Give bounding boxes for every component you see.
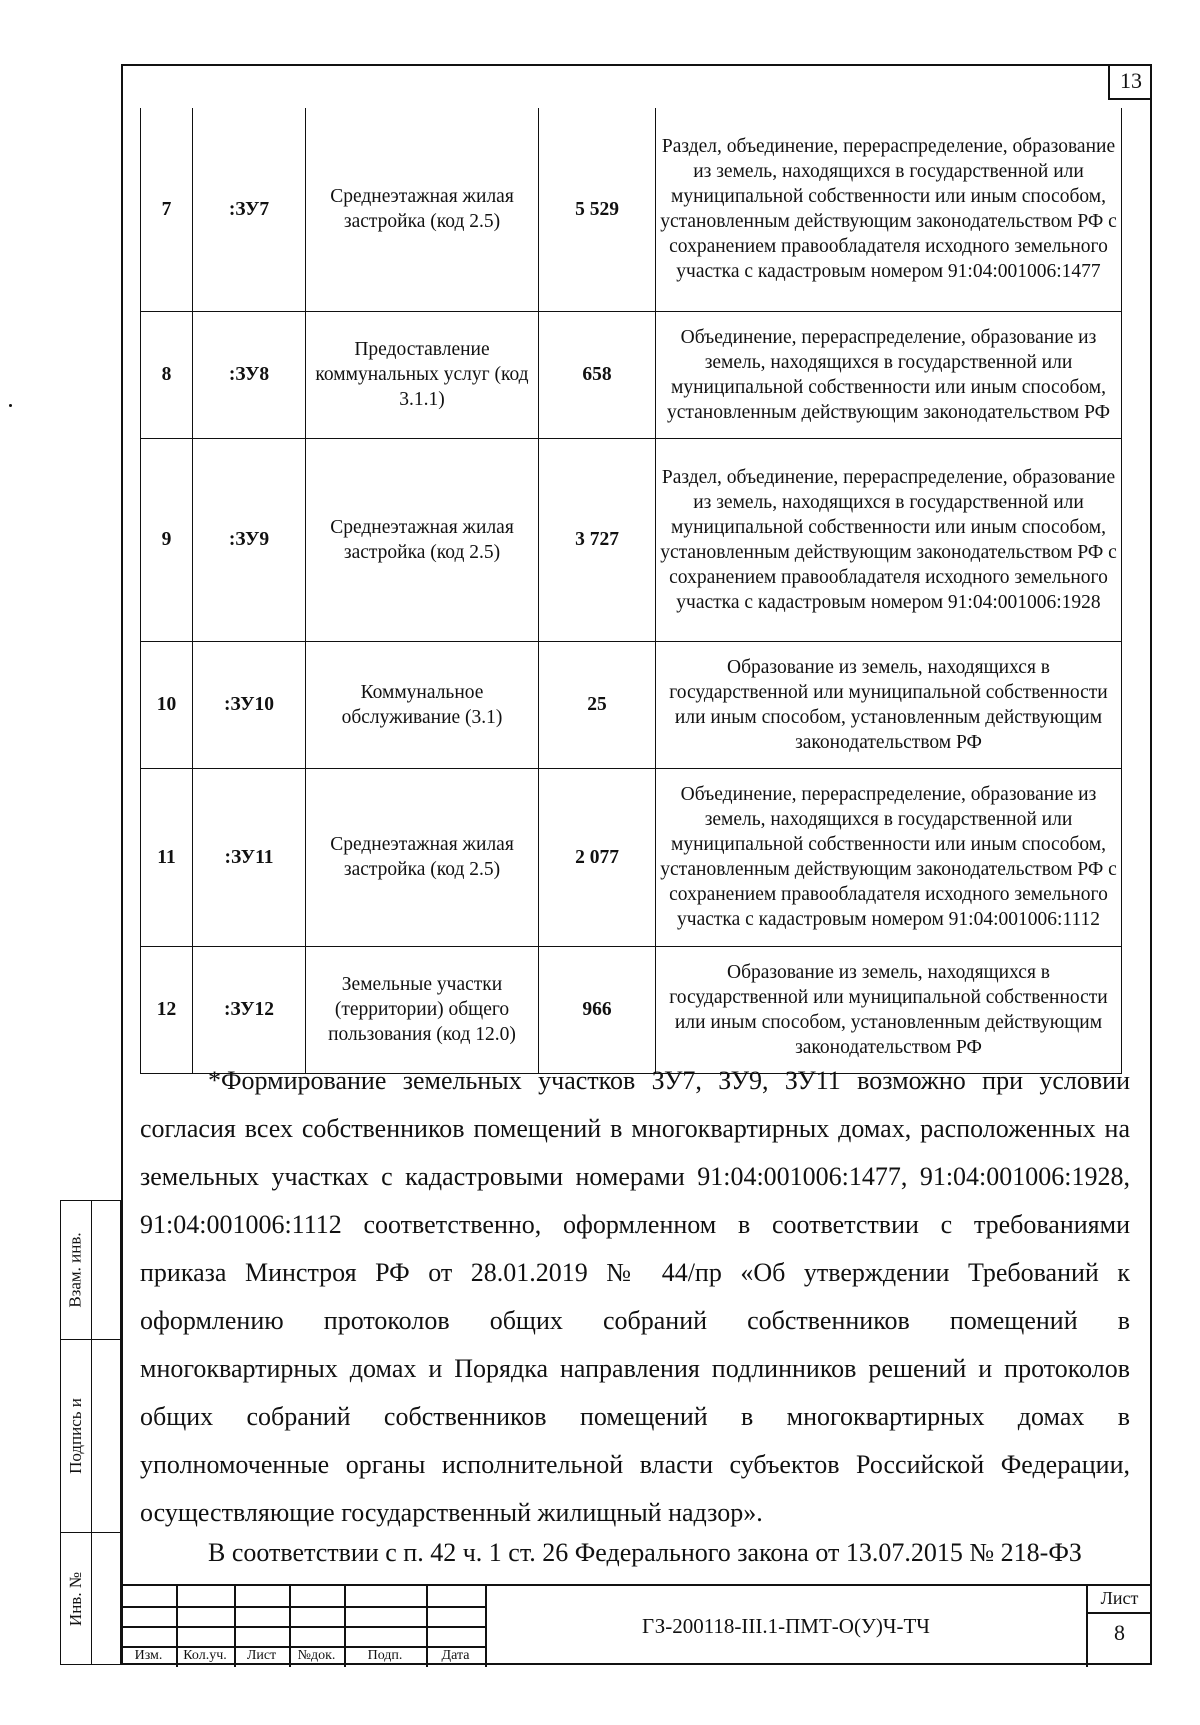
table-row [141, 108, 1122, 311]
parcel-code: :ЗУ8 [193, 311, 306, 438]
permitted-use: Среднеэтажная жилая застройка (код 2.5) [306, 108, 539, 311]
table-row [141, 438, 1122, 641]
permitted-use: Земельные участки (территории) общего пользования (код 12.0) [306, 946, 539, 1073]
side-label: Инв. № [66, 1571, 85, 1626]
side-field-inv [60, 1533, 121, 1665]
parcel-code: :ЗУ10 [193, 641, 306, 768]
sheet-number: 8 [1114, 1620, 1125, 1645]
parcel-code: :ЗУ7 [193, 108, 306, 311]
row-number: 7 [141, 108, 193, 311]
row-number: 10 [141, 641, 193, 768]
permitted-use: Среднеэтажная жилая застройка (код 2.5) [306, 438, 539, 641]
parcel-area: 966 [539, 946, 656, 1073]
stamp-col-label: №док. [297, 1648, 336, 1663]
permitted-use: Среднеэтажная жилая застройка (код 2.5) [306, 768, 539, 946]
parcel-code: :ЗУ9 [193, 438, 306, 641]
continuation-paragraph: В соответствии с п. 42 ч. 1 ст. 26 Федерального закона от 13.07.2015 № 218-ФЗ [208, 1538, 1082, 1567]
row-number: 9 [141, 438, 193, 641]
land-parcels-table [140, 108, 1122, 1074]
stamp-col-label: Лист [246, 1648, 277, 1663]
side-label: Взам. инв. [66, 1232, 85, 1308]
parcel-area: 5 529 [539, 108, 656, 311]
document-code: ГЗ-200118-III.1-ПМТ-О(У)Ч-ТЧ [642, 1614, 930, 1638]
formation-method: Раздел, объединение, перераспределение, образование из земель, находящихся в государственной или муниципальной собственности или иным способом, установленным действующим законодательством РФ с сохранением правообладателя исходного земельного участка с кадастровым номером 91:04:001006:1928 [656, 438, 1122, 641]
formation-method: Объединение, перераспределение, образование из земель, находящихся в государственной или муниципальной собственности или иным способом, установленным действующим законодательством РФ [656, 311, 1122, 438]
formation-method: Объединение, перераспределение, образование из земель, находящихся в государственной или муниципальной собственности или иным способом, установленным действующим законодательством РФ с сохранением правообладателя исходного земельного участка с кадастровым номером 91:04:001006:1112 [656, 768, 1122, 946]
side-label: Подпись и [66, 1398, 85, 1474]
parcel-area: 25 [539, 641, 656, 768]
parcel-area: 2 077 [539, 768, 656, 946]
table-row [141, 311, 1122, 438]
formation-method: Образование из земель, находящихся в государственной или муниципальной собственности или иным способом, установленным действующим законодательством РФ [656, 946, 1122, 1073]
parcel-area: 658 [539, 311, 656, 438]
parcel-area: 3 727 [539, 438, 656, 641]
row-number: 8 [141, 311, 193, 438]
table-row [141, 641, 1122, 768]
side-field-podpis [60, 1340, 121, 1533]
stamp-col-label: Кол.уч. [183, 1648, 227, 1663]
formation-method: Раздел, объединение, перераспределение, образование из земель, находящихся в государственной или муниципальной собственности или иным способом, установленным действующим законодательством РФ с сохранением правообладателя исходного земельного участка с кадастровым номером 91:04:001006:1477 [656, 108, 1122, 311]
row-number: 11 [141, 768, 193, 946]
side-field-vzam [60, 1200, 121, 1340]
parcel-code: :ЗУ11 [193, 768, 306, 946]
formation-method: Образование из земель, находящихся в государственной или муниципальной собственности или иным способом, установленным действующим законодательством РФ [656, 641, 1122, 768]
parcel-code: :ЗУ12 [193, 946, 306, 1073]
sheet-label: Лист [1100, 1588, 1139, 1608]
scan-speck [9, 404, 12, 407]
table-row [141, 946, 1122, 1073]
page-number: 13 [1108, 64, 1152, 100]
table-row [141, 768, 1122, 946]
stamp-col-label: Изм. [134, 1648, 163, 1663]
row-number: 12 [141, 946, 193, 1073]
permitted-use: Коммунальное обслуживание (3.1) [306, 641, 539, 768]
note-paragraph-block [140, 1057, 1130, 1537]
permitted-use: Предоставление коммунальных услуг (код 3.1.1) [306, 311, 539, 438]
stamp-col-label: Подп. [367, 1648, 403, 1663]
note-paragraph: *Формирование земельных участков ЗУ7, ЗУ9, ЗУ11 возможно при условии согласия всех собственников помещений в многоквартирных домах, расположенных на земельных участках с кадастровыми номерами 91:04:001006:1477, 91:04:001006:1928, 91:04:001006:1112 соответственно, оформленном в соответствии с требованиями приказа Минстроя РФ от 28.01.2019 № 44/пр «Об утверждении Требований к оформлению протоколов общих собраний собственников помещений в многоквартирных домах и Порядка направления подлинников решений и протоколов общих собраний собственников помещений в многоквартирных домах в уполномоченные органы исполнительной власти субъектов Российской Федерации, осуществляющие государственный жилищный надзор». [140, 1066, 1130, 1527]
stamp-col-label: Дата [441, 1648, 470, 1663]
title-block-stamp [121, 1584, 1152, 1665]
